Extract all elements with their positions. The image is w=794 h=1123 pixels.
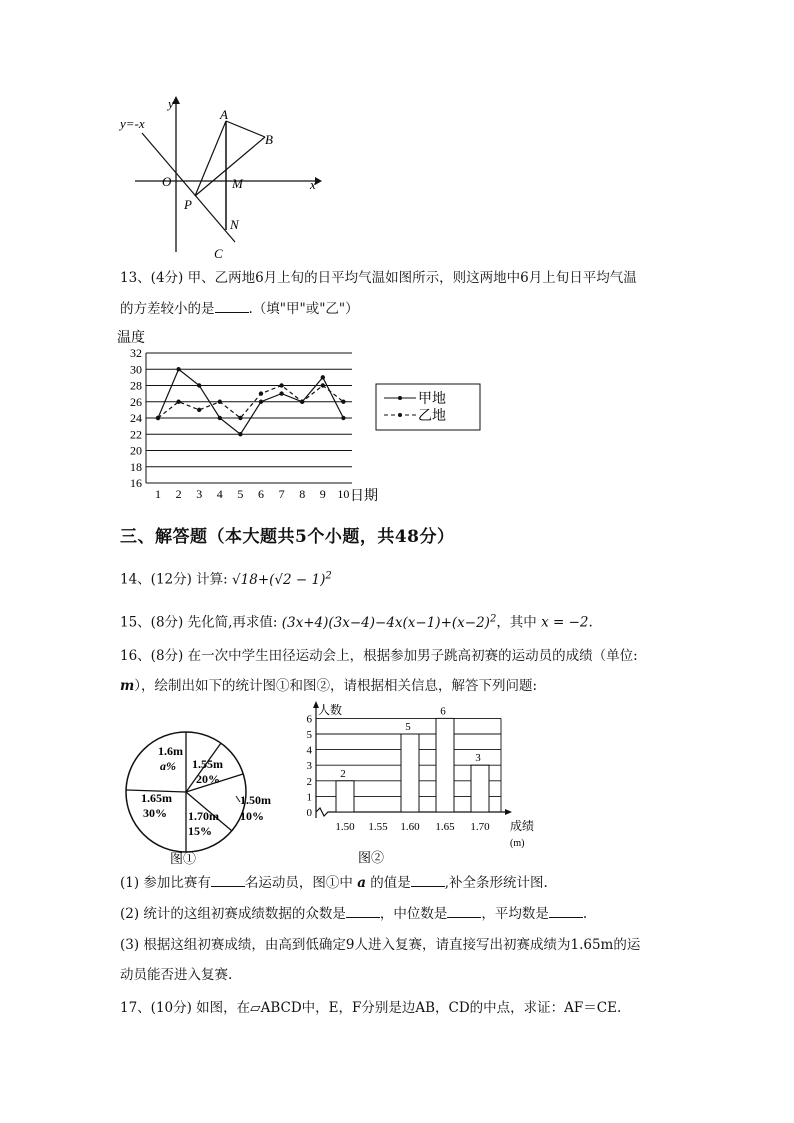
question-16-line2 [120, 676, 537, 696]
chart-point [238, 416, 242, 420]
label-point-B: B [265, 132, 273, 147]
q16-line2-text: ），绘制出如下的统计图①和图②，请根据相关信息，解答下列问题: [134, 678, 538, 694]
label-point-O: O [162, 174, 172, 189]
question-17: 17、(10分) 如图，在▱ABCD中，E，F分别是边AB，CD的中点，求证：AF＝CE. [120, 1000, 622, 1016]
q15-condition: x = −2 [541, 614, 589, 631]
q16-sub1-var: a [357, 875, 366, 891]
chart-ytick-label: 32 [130, 346, 142, 360]
bar-chart-figure-2 [296, 700, 546, 870]
pie-slice-pct: 10% [240, 809, 264, 823]
label-point-A: A [220, 107, 228, 122]
bar-chart-xlabel: 成绩 [510, 819, 535, 833]
chart-point [238, 432, 242, 436]
chart-point [197, 383, 201, 387]
bar-caption: 图② [358, 850, 385, 865]
q16-sub2-c: ，平均数是 [481, 906, 549, 922]
pie-slice-label: 1.65m [141, 791, 172, 805]
chart-point [218, 400, 222, 404]
bar [436, 718, 454, 812]
chart-ytick-label: 18 [130, 459, 142, 474]
chart-point [176, 400, 180, 404]
legend-series-2: 乙地 [418, 409, 446, 424]
q16-sub1-b: 名运动员，图①中 [244, 875, 353, 891]
pie-slice-pct: 30% [143, 806, 167, 820]
chart-ytick-label: 24 [130, 411, 142, 425]
bar-ytick-label: 0 [306, 807, 312, 819]
bar [336, 781, 354, 812]
q13-text-pre: 的方差较小的是 [120, 301, 215, 317]
chart-xlabel: 日期 [350, 489, 378, 504]
chart-ytick-label: 20 [130, 443, 142, 458]
chart-ytick-label: 16 [130, 476, 142, 490]
chart-point [321, 375, 325, 379]
question-15 [120, 609, 593, 633]
chart-legend [376, 384, 480, 430]
chart-point [279, 391, 283, 395]
chart-point [218, 416, 222, 420]
bar-xtick-label: 1.70 [470, 821, 490, 833]
chart-ytick-label: 28 [130, 378, 142, 393]
q13-text-post: .（填"甲"或"乙"） [248, 301, 359, 317]
chart-point [197, 408, 201, 412]
chart-xtick-label: 8 [299, 487, 306, 501]
pie-slice-label: 1.55m [192, 757, 223, 771]
temperature-line-chart [112, 326, 492, 506]
bar-ytick-label: 2 [306, 775, 312, 788]
question-16-sub3-line2: 动员能否进入复赛. [120, 967, 233, 983]
chart-point [300, 400, 304, 404]
line-y-neg-x [142, 133, 235, 242]
question-16-sub1 [120, 872, 548, 893]
label-point-N: N [230, 217, 239, 232]
legend-series-1: 甲地 [418, 392, 446, 407]
q15-prefix: 15、(8分) 先化简,再求值: [120, 614, 278, 631]
bar-value-label: 3 [475, 752, 481, 765]
x-axis-arrow-icon [315, 177, 322, 185]
chart-ytick-label: 26 [130, 394, 142, 409]
q16-sub1-a: (1) 参加比赛有 [120, 875, 211, 891]
answer-blank[interactable] [211, 872, 245, 887]
chart-xtick-label: 9 [319, 487, 326, 501]
question-13-line2 [120, 298, 359, 319]
label-axis-y: y [168, 96, 174, 111]
coordinate-geometry-figure [110, 92, 330, 262]
bar-ytick-label: 6 [306, 713, 312, 726]
segment-PA [195, 121, 226, 196]
bar-value-label: 2 [340, 767, 346, 780]
bar-xtick-label: 1.60 [400, 821, 420, 833]
bar-ytick-label: 4 [306, 744, 312, 757]
bar-ytick-label: 1 [306, 791, 312, 804]
answer-blank[interactable] [346, 903, 380, 918]
answer-blank[interactable] [549, 903, 583, 918]
q16-unit: m [120, 678, 135, 694]
pie-slice-pct: a% [160, 759, 176, 773]
q14-expr-a: √18 [232, 571, 258, 588]
bar-xtick-label: 1.65 [435, 821, 455, 833]
bar [471, 765, 489, 812]
bar-value-label: 5 [405, 721, 411, 733]
bar-chart-ylabel: 人数 [318, 703, 343, 717]
q16-sub1-d: ,补全条形统计图. [444, 875, 548, 891]
chart-xtick-label: 10 [337, 487, 350, 501]
q16-sub2-b: ，中位数是 [379, 906, 448, 922]
answer-blank[interactable] [215, 298, 249, 313]
bar-xtick-label: 1.50 [335, 821, 355, 833]
label-line: y=-x [120, 116, 145, 131]
q14-expr-b: +(√2 − 1) [257, 571, 326, 588]
bar-ytick-label: 5 [306, 729, 312, 741]
answer-blank[interactable] [411, 872, 445, 887]
chart-point [259, 400, 263, 404]
chart-point [321, 383, 325, 387]
label-point-M: M [232, 176, 243, 191]
chart-ylabel: 温度 [117, 331, 145, 346]
chart-point [341, 400, 345, 404]
chart-xtick-label: 6 [258, 487, 264, 501]
chart-point [176, 367, 180, 371]
pie-caption: 图① [170, 851, 197, 866]
q16-sub2-a: (2) 统计的这组初赛成绩数据的众数是 [120, 906, 346, 922]
q16-sub2-d: . [582, 906, 588, 922]
q15-expr: (3x+4)(3x−4)−4x(x−1)+(x−2) [281, 614, 490, 631]
section-3-title: 三、解答题（本大题共5个小题，共48分） [120, 527, 455, 547]
chart-ytick-label: 30 [130, 362, 142, 377]
q15-exponent: 2 [489, 613, 497, 624]
chart-point [341, 416, 345, 420]
q15-end: . [588, 614, 593, 631]
chart-point [279, 383, 283, 387]
q15-expression [282, 615, 497, 631]
label-point-C: C [214, 246, 223, 261]
q14-prefix: 14、(12分) 计算: [120, 571, 228, 588]
q15-suffix: ，其中 [496, 614, 537, 631]
q14-exponent: 2 [325, 570, 332, 581]
bar-chart-xunit: (m) [510, 838, 525, 849]
bar-ytick-label: 3 [306, 760, 312, 773]
pie-slice-label: 1.6m [158, 744, 183, 758]
q14-expression [232, 572, 332, 588]
bar-value-label: 6 [440, 705, 446, 718]
segment-AB [226, 121, 265, 137]
chart-point [156, 416, 160, 420]
chart-xtick-label: 4 [216, 487, 223, 501]
label-axis-x: x [310, 177, 316, 192]
q16-sub1-c: 的值是 [370, 875, 411, 891]
chart-ytick-label: 22 [130, 427, 142, 442]
pie-chart-figure-1 [118, 730, 288, 868]
chart-xtick-label: 3 [196, 487, 203, 501]
chart-xtick-label: 5 [237, 487, 244, 501]
bar-xtick-label: 1.55 [368, 821, 388, 833]
pie-slice-label: 1.70m [188, 809, 219, 823]
question-16-line1: 16、(8分) 在一次中学生田径运动会上，根据参加男子跳高初赛的运动员的成绩（单位: [120, 648, 638, 664]
question-16-sub2 [120, 903, 587, 924]
chart-xtick-label: 1 [155, 487, 161, 501]
label-point-P: P [184, 197, 192, 212]
chart-xtick-label: 7 [278, 487, 285, 501]
pie-slice-label: 1.50m [240, 793, 271, 807]
pie-slice-pct: 15% [188, 824, 212, 838]
pie-slice-pct: 20% [196, 772, 220, 786]
bar [401, 734, 419, 812]
chart-point [259, 391, 263, 395]
question-14 [120, 566, 332, 590]
bar-x-arrow-icon [505, 809, 512, 815]
chart-xtick-label: 2 [175, 487, 182, 501]
segment-PB [195, 137, 265, 196]
answer-blank[interactable] [447, 903, 481, 918]
question-16-sub3-line1: (3) 根据这组初赛成绩，由高到低确定9人进入复赛，请直接写出初赛成绩为1.65m的运 [120, 937, 641, 953]
question-13-line1: 13、(4分) 甲、乙两地6月上旬的日平均气温如图所示，则这两地中6月上旬日平均气温 [120, 270, 637, 286]
